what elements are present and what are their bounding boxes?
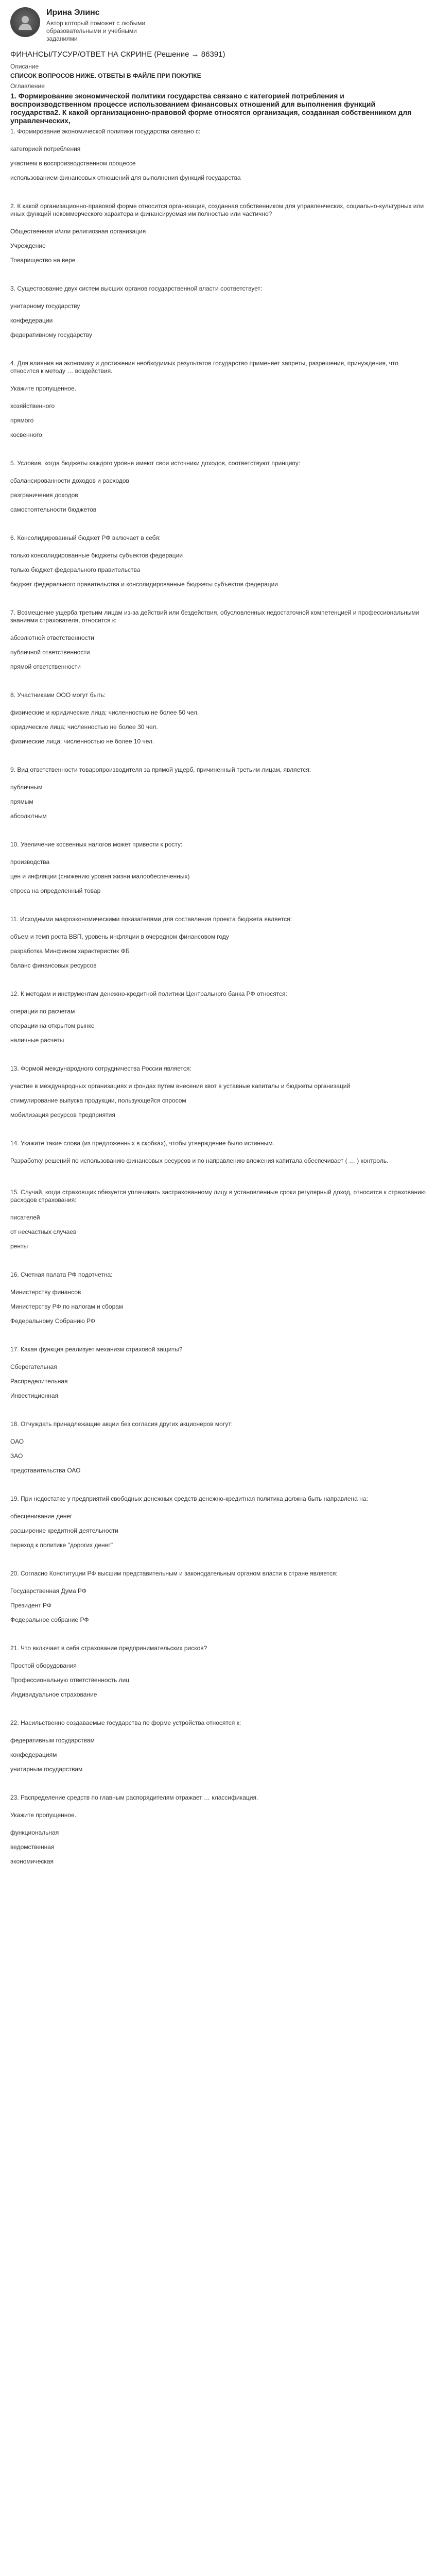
question-spacer [10, 446, 426, 460]
answer-option: мобилизация ресурсов предприятия [10, 1111, 115, 1118]
question-spacer [10, 346, 426, 360]
question-block [10, 460, 426, 514]
question-block [10, 1189, 426, 1250]
question-spacer [10, 976, 426, 990]
description-label: Описание [10, 63, 39, 70]
answer-option: федеративному государству [10, 331, 92, 338]
answer-option: Товарищество на вере [10, 257, 76, 264]
question-block [10, 609, 426, 671]
answer-option: публичной ответственности [10, 649, 90, 656]
answer-option: категорией потребления [10, 145, 81, 152]
question-block [10, 1495, 426, 1549]
question-spacer [10, 1481, 426, 1495]
author-description: Автор который поможет с любыми образовательными и учебными заданиями [46, 20, 146, 42]
answer-option: наличные расчеты [10, 1037, 64, 1044]
question-block [10, 1065, 426, 1119]
question-spacer [10, 189, 426, 202]
question-block [10, 202, 426, 264]
answer-option: Государственная Дума РФ [10, 1587, 86, 1595]
question-spacer [10, 1556, 426, 1570]
question-text: Укажите пропущенное. [10, 385, 77, 392]
question-spacer [10, 1872, 426, 1886]
answer-option: физические лица; численностью не более 10 чел. [10, 738, 154, 745]
answer-option: Сберегательная [10, 1363, 57, 1370]
answer-option: прямого [10, 417, 34, 424]
answer-option: прямой ответственности [10, 663, 81, 670]
question-spacer [10, 1051, 426, 1065]
page-title: ФИНАНСЫ/ТУСУР/ОТВЕТ НА СКРИНЕ (Решение → 86391) [10, 50, 225, 59]
answer-option: абсолютной ответственности [10, 634, 94, 641]
answer-option: представительства ОАО [10, 1467, 81, 1474]
answer-option: Индивидуальное страхование [10, 1691, 97, 1698]
question-spacer [10, 1126, 426, 1140]
answer-option: юридические лица; численностью не более 30 чел. [10, 723, 158, 731]
question-text: 19. При недостатке у предприятий свободных денежных средств денежно-кредитная политика должна быть направлена на: [10, 1495, 368, 1502]
question-spacer [10, 1175, 426, 1189]
question-text: 7. Возмещение ущерба третьим лицам из-за действий или бездействия, обусловленных недостаточной компетенцией и профессиональными знаниями страхователя, относится к: [10, 609, 420, 624]
question-spacer [10, 595, 426, 609]
question-text: 4. Для влияния на экономику и достижения необходимых результатов государство применяет запреты, разрешения, принуждения, что относится к методу … воздействия. [10, 360, 398, 375]
answer-option: косвенного [10, 431, 42, 438]
answer-option: операции по расчетам [10, 1008, 75, 1015]
answer-option: Учреждение [10, 242, 46, 249]
question-list [10, 128, 426, 1886]
question-block [10, 1645, 426, 1699]
question-text: 17. Какая функция реализует механизм страховой защиты? [10, 1346, 183, 1353]
question-block [10, 990, 426, 1044]
answer-option: ренты [10, 1243, 28, 1250]
answer-option: баланс финансовых ресурсов [10, 962, 97, 969]
answer-option: только бюджет федерального правительства [10, 566, 141, 573]
question-block [10, 128, 426, 182]
question-text: 2. К какой организационно-правовой форме относится организация, созданная собственником для управленческих, социально-культурных или иных функций некоммерческого характера и финансируемая им полностью или частично? [10, 202, 424, 217]
question-spacer [10, 677, 426, 691]
answer-option: разграничения доходов [10, 492, 78, 499]
answer-option: федеративным государствам [10, 1737, 95, 1744]
author-block [10, 7, 426, 43]
question-block [10, 1140, 426, 1165]
question-spacer [10, 520, 426, 534]
question-spacer [10, 1780, 426, 1794]
answer-option: Общественная и/или религиозная организация [10, 228, 146, 235]
answer-option: спроса на определенный товар [10, 887, 101, 894]
answer-option: стимулирование выпуска продукции, пользующейся спросом [10, 1097, 186, 1104]
question-block [10, 1420, 426, 1475]
answer-option: объем и темп роста ВВП, уровень инфляции в очередном финансовом году [10, 933, 229, 940]
question-block [10, 534, 426, 588]
answer-option: участием в воспроизводственном процессе [10, 160, 136, 167]
answer-option: Министерству финансов [10, 1289, 81, 1296]
question-spacer [10, 902, 426, 916]
question-text: 10. Увеличение косвенных налогов может привести к росту: [10, 841, 183, 848]
question-text: 23. Распределение средств по главным распорядителям отражает … классификация. [10, 1794, 258, 1801]
answer-option: от несчастных случаев [10, 1228, 77, 1235]
answer-option: унитарным государствам [10, 1766, 83, 1773]
answer-option: переход к политике "дорогих денег" [10, 1541, 113, 1549]
answer-option: Инвестиционная [10, 1392, 59, 1399]
question-text: Разработку решений по использованию финансовых ресурсов и по направлению вложения капитала обеспечивает ( … ) контроль. [10, 1157, 389, 1164]
answer-option: хозяйственного [10, 402, 55, 410]
answer-option: ЗАО [10, 1452, 23, 1460]
question-spacer [10, 1406, 426, 1420]
answer-option: Федеральному Собранию РФ [10, 1317, 96, 1325]
question-text: 1. Формирование экономической политики государства связано с: [10, 128, 201, 135]
question-text: 14. Укажите такие слова (из предложенных в скобках), чтобы утверждение было истинным. [10, 1140, 274, 1147]
answer-option: конфедерации [10, 317, 53, 324]
author-name[interactable]: Ирина Элинс [46, 8, 100, 17]
question-block [10, 1346, 426, 1400]
answer-option: разработка Минфином характеристик ФБ [10, 947, 130, 955]
answer-option: писателей [10, 1214, 40, 1221]
answer-option: использованием финансовых отношений для выполнения функций государства [10, 174, 241, 181]
answer-option: сбалансированности доходов и расходов [10, 477, 129, 484]
question-block [10, 1271, 426, 1325]
answer-option: экономическая [10, 1858, 54, 1865]
question-text: 3. Существование двух систем высших органов государственной власти соответствует: [10, 285, 263, 292]
toc-label: Оглавление [10, 82, 45, 90]
question-spacer [10, 1631, 426, 1645]
question-text: 22. Насильственно создаваемые государства по форме устройства относятся к: [10, 1719, 241, 1726]
question-block [10, 691, 426, 745]
question-block [10, 285, 426, 339]
question-spacer [10, 827, 426, 841]
description-text: СПИСОК ВОПРОСОВ НИЖЕ. ОТВЕТЫ В ФАЙЛЕ ПРИ ПОКУПКЕ [10, 72, 201, 79]
question-text: 20. Согласно Конституции РФ высшим представительным и законодательным органом власти в стране является: [10, 1570, 338, 1577]
answer-option: прямым [10, 798, 33, 805]
answer-option: расширение кредитной деятельности [10, 1527, 118, 1534]
answer-option: Федеральное собрание РФ [10, 1616, 89, 1623]
question-text: 9. Вид ответственности товаропроизводителя за прямой ущерб, причиненный третьим лицам, является: [10, 766, 311, 773]
question-text: Укажите пропущенное. [10, 1811, 77, 1819]
answer-option: самостоятельности бюджетов [10, 506, 97, 513]
answer-option: абсолютным [10, 812, 47, 820]
question-text: 18. Отчуждать принадлежащие акции без согласия других акционеров могут: [10, 1420, 233, 1428]
answer-option: производства [10, 858, 50, 866]
answer-option: только консолидированные бюджеты субъектов федерации [10, 552, 183, 559]
question-text: 15. Случай, когда страховщик обязуется уплачивать застрахованному лицу в установленные сроки регулярный доход, относится к страхованию расходов страхования: [10, 1189, 426, 1204]
question-block [10, 916, 426, 970]
answer-option: Простой оборудования [10, 1662, 77, 1669]
question-block [10, 1570, 426, 1624]
question-block [10, 360, 426, 439]
question-text: 6. Консолидированный бюджет РФ включает в себя: [10, 534, 161, 541]
answer-option: публичным [10, 784, 43, 791]
question-text: 16. Счетная палата РФ подотчетна: [10, 1271, 113, 1278]
answer-option: участие в международных организациях и фондах путем внесения квот в уставные капиталы и бюджеты организаций [10, 1082, 351, 1090]
answer-option: физические и юридические лица; численностью не более 50 чел. [10, 709, 199, 716]
question-spacer [10, 1257, 426, 1271]
question-spacer [10, 1332, 426, 1346]
author-info [46, 7, 149, 43]
question-text: 12. К методам и инструментам денежно-кредитной политики Центрального банка РФ относятся: [10, 990, 287, 997]
answer-option: унитарному государству [10, 302, 80, 310]
question-text: 13. Формой международного сотрудничества России является: [10, 1065, 191, 1072]
question-text: 11. Исходными макроэкономическими показателями для составления проекта бюджета является: [10, 916, 292, 923]
user-avatar-icon [16, 13, 34, 31]
avatar[interactable] [10, 7, 40, 37]
answer-option: бюджет федерального правительства и консолидированные бюджеты субъектов федерации [10, 581, 278, 588]
answer-option: Распределительная [10, 1378, 68, 1385]
question-spacer [10, 271, 426, 285]
answer-option: цен и инфляции (снижению уровня жизни малообеспеченных) [10, 873, 190, 880]
answer-option: Президент РФ [10, 1602, 52, 1609]
answer-option: ведомственная [10, 1843, 55, 1851]
question-block [10, 1794, 426, 1866]
question-block [10, 766, 426, 820]
question-block [10, 841, 426, 895]
answer-option: функциональная [10, 1829, 59, 1836]
answer-option: обесценивание денег [10, 1513, 73, 1520]
question-text: 8. Участниками ООО могут быть: [10, 691, 106, 699]
answer-option: Министерству РФ по налогам и сборам [10, 1303, 124, 1310]
answer-option: Профессиональную ответственность лиц [10, 1676, 130, 1684]
answer-option: операции на открытом рынке [10, 1022, 95, 1029]
toc-heading: 1. Формирование экономической политики государства связано с категорией потребления и воспроизводственном процессе использованием финансовых отношений для выполнения функций государства2. К какой организационно-правовой форме относятся организация, созданная собственником для управленческих, [10, 92, 412, 125]
question-text: 5. Условия, когда бюджеты каждого уровня имеют свои источники доходов, соответствуют принципу: [10, 460, 301, 467]
question-text: 21. Что включает в себя страхование предпринимательских рисков? [10, 1645, 207, 1652]
question-spacer [10, 1705, 426, 1719]
question-spacer [10, 752, 426, 766]
answer-option: ОАО [10, 1438, 24, 1445]
answer-option: конфедерациям [10, 1751, 57, 1758]
question-block [10, 1719, 426, 1773]
